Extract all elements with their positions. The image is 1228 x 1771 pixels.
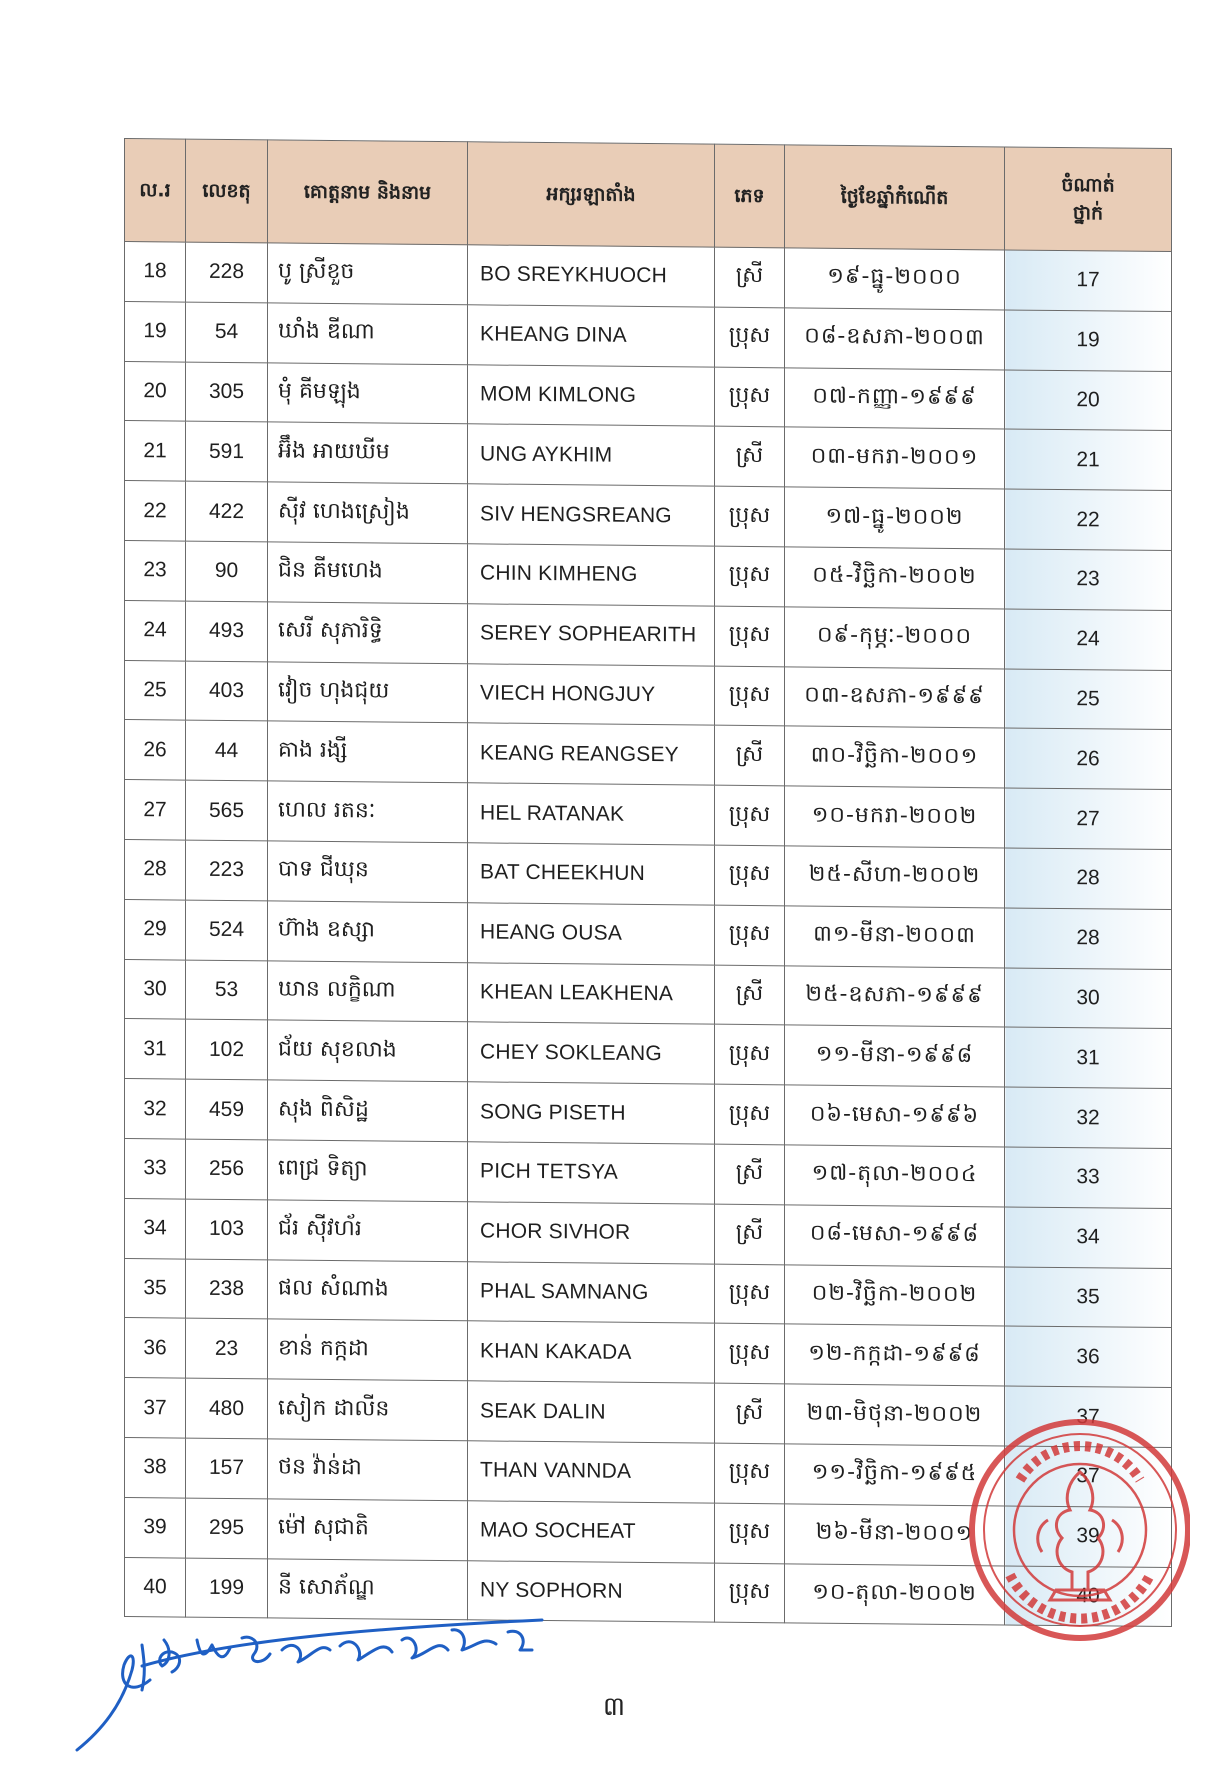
cell-gender: ប្រុស [715,367,785,427]
cell-latin-name: SEREY SOPHEARITH [468,604,715,666]
cell-gender: ប្រុស [715,1264,785,1324]
cell-latin-name: CHEY SOKLEANG [468,1022,715,1084]
table-row [125,361,1172,431]
cell-khmer-name: វៀច ហុងជុយ [268,661,468,723]
header-rank-line1: ចំណាត់ [1061,173,1115,197]
cell-no: 22 [125,481,186,541]
cell-dob: ០៣-មករា-២០០១ [785,427,1005,489]
cell-rank: 21 [1005,429,1172,490]
cell-no: 34 [125,1198,186,1258]
cell-rank: 39 [1005,1506,1172,1567]
cell-no: 20 [125,361,186,421]
header-rank [1005,147,1172,252]
table-row [125,959,1172,1029]
table-row [125,421,1172,491]
cell-rank: 23 [1005,549,1172,610]
table-row [125,720,1172,790]
cell-no: 40 [125,1557,186,1617]
cell-gender: ប្រុស [715,606,785,666]
cell-rank: 17 [1005,250,1172,311]
cell-id: 44 [186,720,268,781]
cell-dob: ១៧-ធ្នូ-២០០២ [785,487,1005,549]
cell-latin-name: BAT CHEEKHUN [468,843,715,905]
cell-gender: ស្រី [715,726,785,786]
cell-latin-name: SIV HENGSREANG [468,484,715,546]
cell-latin-name: KHAN KAKADA [468,1321,715,1383]
cell-dob: ១១-មីនា-១៩៩៨ [785,1025,1005,1087]
cell-latin-name: PICH TETSYA [468,1142,715,1204]
cell-khmer-name: ស៊ីវ ហេងស្រៀង [268,482,468,544]
cell-gender: ប្រុស [715,1443,785,1503]
cell-dob: ២៥-សីហា-២០០២ [785,846,1005,908]
cell-id: 103 [186,1199,268,1260]
cell-rank: 36 [1005,1326,1172,1387]
cell-no: 21 [125,421,186,481]
cell-id: 53 [186,960,268,1021]
cell-gender: ស្រី [715,965,785,1025]
table-row [125,839,1172,909]
cell-no: 33 [125,1138,186,1198]
cell-id: 524 [186,900,268,961]
official-seal-icon [960,1400,1190,1660]
cell-gender: ប្រុស [715,845,785,905]
cell-no: 28 [125,839,186,899]
cell-latin-name: UNG AYKHIM [468,424,715,486]
cell-latin-name: MAO SOCHEAT [468,1501,715,1563]
cell-rank: 37 [1005,1386,1172,1447]
table-row [125,780,1172,850]
cell-id: 565 [186,780,268,841]
cell-gender: ប្រុស [715,1503,785,1563]
cell-id: 102 [186,1019,268,1080]
cell-id: 422 [186,481,268,542]
cell-gender: ស្រី [715,1204,785,1264]
cell-rank: 30 [1005,968,1172,1029]
cell-khmer-name: សេរី សុភារិទ្ធិ [268,602,468,664]
cell-latin-name: KEANG REANGSEY [468,723,715,785]
header-dob: ថ្ងៃខែឆ្នាំកំណើត [785,145,1005,250]
signature-icon [72,1610,592,1760]
cell-latin-name: THAN VANNDA [468,1441,715,1503]
header-gender: ភេទ [715,144,785,248]
cell-id: 480 [186,1378,268,1439]
cell-gender: ស្រី [715,427,785,487]
cell-no: 29 [125,899,186,959]
cell-id: 228 [186,242,268,303]
cell-dob: ១០-មករា-២០០២ [785,786,1005,848]
cell-khmer-name: អ៊ឹង អាយឃីម [268,422,468,484]
cell-rank: 24 [1005,609,1172,670]
table-row [125,600,1172,670]
cell-latin-name: SONG PISETH [468,1082,715,1144]
cell-gender: ប្រុស [715,307,785,367]
cell-dob: ២៦-មីនា-២០០១ [785,1504,1005,1566]
table-row [125,301,1172,371]
table-row [125,1138,1172,1208]
cell-dob: ០៨-មេសា-១៩៩៨ [785,1205,1005,1267]
cell-latin-name: VIECH HONGJUY [468,663,715,725]
cell-gender: ប្រុស [715,1324,785,1384]
cell-dob: ០៨-ឧសភា-២០០៣ [785,308,1005,370]
cell-latin-name: MOM KIMLONG [468,364,715,426]
cell-id: 199 [186,1558,268,1619]
cell-khmer-name: នី សោភ័ណ្ឌ [268,1558,468,1620]
cell-khmer-name: ឃាន លក្ខិណា [268,960,468,1022]
cell-latin-name: NY SOPHORN [468,1560,715,1622]
cell-rank: 20 [1005,370,1172,431]
cell-no: 37 [125,1378,186,1438]
cell-rank: 25 [1005,669,1172,730]
table-row [125,540,1172,610]
cell-gender: ប្រុស [715,1563,785,1623]
cell-id: 403 [186,661,268,722]
cell-latin-name: HEL RATANAK [468,783,715,845]
cell-dob: ០៦-មេសា-១៩៩៦ [785,1085,1005,1147]
cell-khmer-name: មុំ គីមឡុង [268,362,468,424]
cell-khmer-name: ជិន គីមហេង [268,542,468,604]
cell-khmer-name: បូ ស្រីខួច [268,243,468,305]
cell-dob: ៣០-វិច្ឆិកា-២០០១ [785,726,1005,788]
cell-no: 25 [125,660,186,720]
cell-no: 38 [125,1437,186,1497]
cell-rank: 40 [1005,1565,1172,1626]
cell-khmer-name: គាង រង្សី [268,721,468,783]
cell-gender: ស្រី [715,1383,785,1443]
cell-rank: 31 [1005,1027,1172,1088]
cell-latin-name: SEAK DALIN [468,1381,715,1443]
cell-rank: 35 [1005,1266,1172,1327]
cell-gender: ស្រី [715,1144,785,1204]
cell-dob: ២៥-ឧសភា-១៩៩៩ [785,965,1005,1027]
table-header-row [125,139,1172,252]
header-rank-line2: ថ្នាក់ [1072,202,1104,225]
cell-rank: 28 [1005,848,1172,909]
header-latin-name: អក្សរឡាតាំង [468,142,715,247]
cell-no: 30 [125,959,186,1019]
cell-no: 19 [125,301,186,361]
header-khmer-name: គោត្តនាម និងនាម [268,140,468,245]
cell-dob: ៣១-មីនា-២០០៣ [785,906,1005,968]
cell-latin-name: KHEAN LEAKHENA [468,962,715,1024]
cell-dob: ១៧-តុលា-២០០៤ [785,1145,1005,1207]
cell-latin-name: BO SREYKHUOCH [468,245,715,307]
cell-id: 295 [186,1498,268,1559]
cell-khmer-name: ខាន់ កក្កដា [268,1319,468,1381]
cell-khmer-name: ថន វ៉ាន់ដា [268,1439,468,1501]
cell-id: 459 [186,1079,268,1140]
cell-no: 31 [125,1019,186,1079]
cell-khmer-name: បាទ ជីឃុន [268,841,468,903]
table-row [125,660,1172,730]
cell-id: 256 [186,1139,268,1200]
cell-latin-name: HEANG OUSA [468,903,715,965]
header-id: លេខតុ [186,139,268,243]
cell-rank: 34 [1005,1207,1172,1268]
cell-latin-name: PHAL SAMNANG [468,1261,715,1323]
header-no: ល.រ [125,139,186,243]
table-row [125,1079,1172,1149]
cell-rank: 32 [1005,1087,1172,1148]
cell-khmer-name: ជ័យ សុខលាង [268,1020,468,1082]
cell-khmer-name: ពេជ្រ ទិត្យា [268,1140,468,1202]
cell-gender: ប្រុស [715,1084,785,1144]
cell-khmer-name: ជ័រ ស៊ីវហ័រ [268,1200,468,1262]
cell-id: 238 [186,1259,268,1320]
table-row [125,1019,1172,1089]
table-row [125,1198,1172,1268]
cell-rank: 19 [1005,310,1172,371]
cell-no: 39 [125,1497,186,1557]
cell-no: 36 [125,1318,186,1378]
cell-no: 26 [125,720,186,780]
cell-rank: 22 [1005,489,1172,550]
cell-id: 54 [186,302,268,363]
cell-gender: ស្រី [715,247,785,307]
table-row [125,242,1172,312]
cell-id: 305 [186,362,268,423]
cell-gender: ប្រុស [715,486,785,546]
cell-no: 24 [125,600,186,660]
cell-rank: 27 [1005,788,1172,849]
cell-dob: ០៣-ឧសភា-១៩៩៩ [785,666,1005,728]
cell-rank: 28 [1005,908,1172,969]
cell-dob: ១១-វិច្ឆិកា-១៩៩៥ [785,1444,1005,1506]
cell-gender: ប្រុស [715,905,785,965]
cell-id: 23 [186,1318,268,1379]
cell-rank: 37 [1005,1446,1172,1507]
cell-khmer-name: ហ៊ាង ឧស្សា [268,901,468,963]
cell-no: 35 [125,1258,186,1318]
cell-khmer-name: សៀក ដាលីន [268,1379,468,1441]
table-row [125,481,1172,551]
cell-gender: ប្រុស [715,546,785,606]
cell-latin-name: KHEANG DINA [468,305,715,367]
page-number: ៣ [602,1692,626,1722]
cell-khmer-name: ហេល រតនៈ [268,781,468,843]
cell-khmer-name: ឃាំង ឌីណា [268,303,468,365]
cell-dob: ០៥-វិច្ឆិកា-២០០២ [785,547,1005,609]
cell-no: 32 [125,1079,186,1139]
cell-dob: ០៩-កុម្ភៈ-២០០០ [785,607,1005,669]
cell-id: 157 [186,1438,268,1499]
cell-khmer-name: សុង ពិសិដ្ឋ [268,1080,468,1142]
cell-no: 23 [125,540,186,600]
cell-khmer-name: ម៉ៅ សុជាតិ [268,1499,468,1561]
cell-dob: ០៧-កញ្ញា-១៩៩៩ [785,367,1005,429]
cell-latin-name: CHIN KIMHENG [468,544,715,606]
cell-dob: ១២-កក្កដា-១៩៩៨ [785,1324,1005,1386]
cell-gender: ប្រុស [715,785,785,845]
cell-rank: 33 [1005,1147,1172,1208]
cell-gender: ប្រុស [715,666,785,726]
cell-no: 27 [125,780,186,840]
cell-id: 493 [186,601,268,662]
cell-dob: ០២-វិច្ឆិកា-២០០២ [785,1264,1005,1326]
cell-rank: 26 [1005,728,1172,789]
cell-latin-name: CHOR SIVHOR [468,1202,715,1264]
cell-dob: ១០-តុលា-២០០២ [785,1563,1005,1625]
cell-khmer-name: ផល សំណាង [268,1259,468,1321]
cell-no: 18 [125,242,186,302]
cell-id: 591 [186,421,268,482]
cell-gender: ប្រុស [715,1025,785,1085]
cell-dob: ២៣-មិថុនា-២០០២ [785,1384,1005,1446]
table-row [125,899,1172,969]
cell-id: 223 [186,840,268,901]
table-row [125,1318,1172,1388]
cell-id: 90 [186,541,268,602]
cell-dob: ១៩-ធ្នូ-២០០០ [785,248,1005,310]
table-row [125,1258,1172,1328]
